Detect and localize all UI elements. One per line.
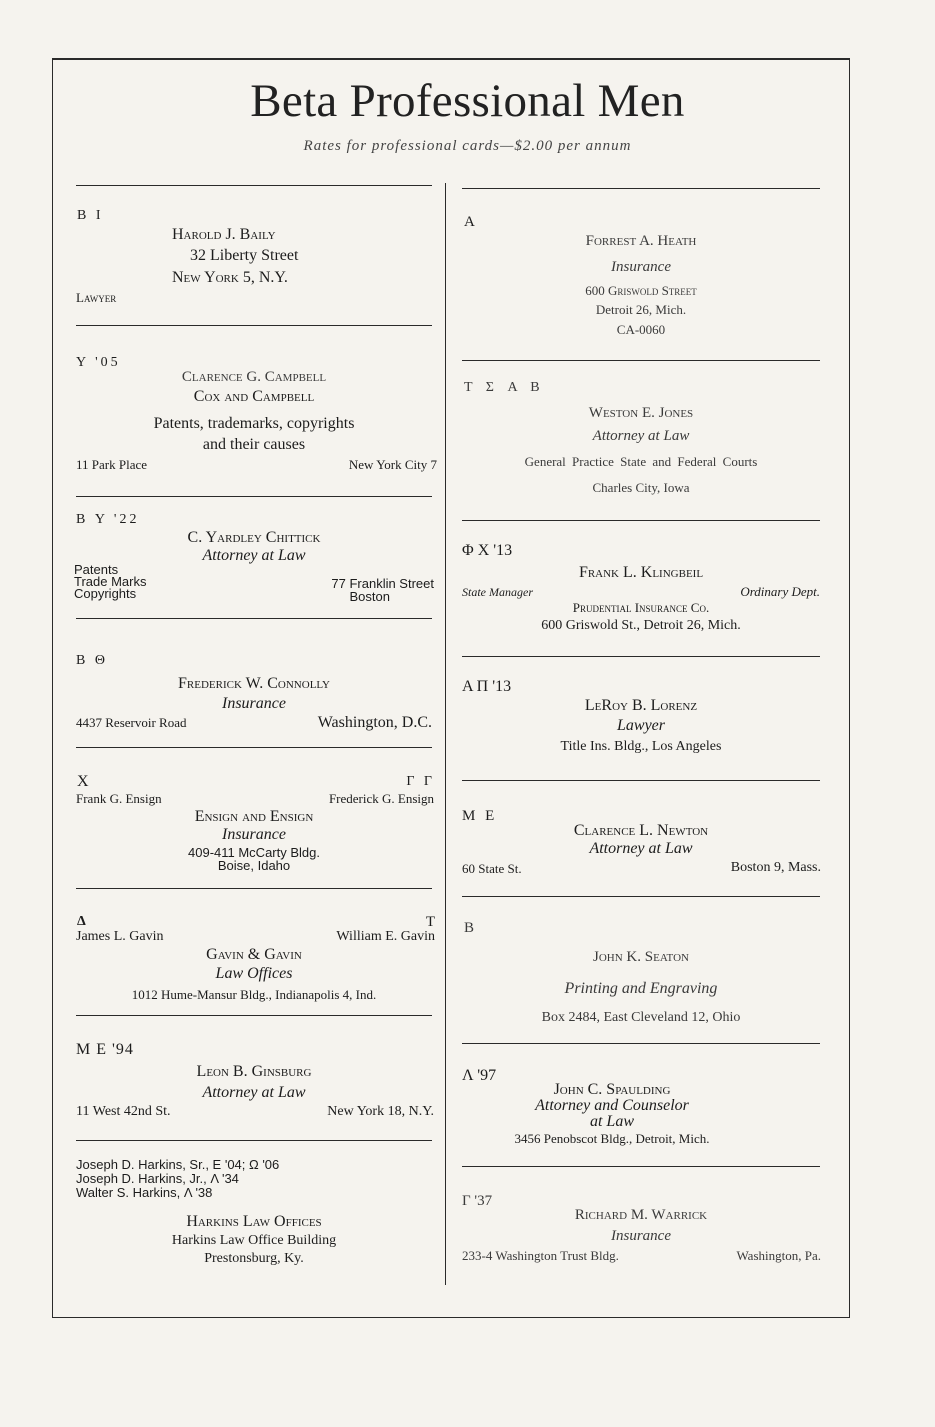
card-title: Insurance xyxy=(222,695,286,712)
card-address: Title Ins. Bldg., Los Angeles xyxy=(560,739,722,754)
card-partner: James L. Gavin xyxy=(76,929,164,944)
card-city: Washington, D.C. xyxy=(317,714,432,731)
card-name: Leon B. Ginsburg xyxy=(196,1063,312,1080)
divider xyxy=(76,1015,432,1016)
chapter-label: B Υ '22 xyxy=(76,512,140,527)
card-partner: Joseph D. Harkins, Sr., E '04; Ω '06 xyxy=(76,1157,280,1172)
card-title: Attorney at Law xyxy=(202,1084,306,1101)
card-address: Box 2484, East Cleveland 12, Ohio xyxy=(541,1010,741,1025)
card-role: State Manager xyxy=(462,585,533,599)
divider xyxy=(76,618,432,619)
card-firm: Ensign and Ensign xyxy=(194,808,314,825)
card-title: at Law xyxy=(589,1113,634,1130)
card-name: Forrest A. Heath xyxy=(585,233,697,249)
page-subtitle: Rates for professional cards—$2.00 per annum xyxy=(303,138,632,154)
card-address: 60 State St. xyxy=(462,861,522,876)
page-title: Beta Professional Men xyxy=(250,75,685,127)
chapter-label: Γ '37 xyxy=(462,1193,493,1209)
card-specialty: Patents xyxy=(74,562,119,577)
card-title: Insurance xyxy=(222,826,286,843)
card-title: Printing and Engraving xyxy=(564,980,718,997)
card-address: 3456 Penobscot Bldg., Detroit, Mich. xyxy=(514,1131,710,1146)
card-address: 11 Park Place xyxy=(76,457,147,472)
divider xyxy=(462,896,820,897)
card-specialty: Copyrights xyxy=(74,586,137,601)
chapter-label: X xyxy=(77,773,89,790)
chapter-label: B I xyxy=(77,208,104,223)
divider xyxy=(76,185,432,186)
card-practice: General Practice State and Federal Courts xyxy=(524,454,758,469)
card-name: C. Yardley Chittick xyxy=(187,529,321,546)
card-title: Attorney at Law xyxy=(202,547,306,564)
chapter-label: Δ xyxy=(77,914,86,929)
card-address: 600 Griswold Street xyxy=(585,283,697,298)
divider xyxy=(76,496,432,497)
chapter-label: Γ Γ xyxy=(406,774,435,789)
card-city: Boise, Idaho xyxy=(217,858,291,873)
card-title: Attorney at Law xyxy=(589,840,693,857)
card-specialty: Trade Marks xyxy=(74,574,147,589)
card-profession: Lawyer xyxy=(76,290,117,305)
chapter-label: B xyxy=(464,920,475,936)
card-partner: Frank G. Ensign xyxy=(76,791,162,806)
chapter-label: T xyxy=(425,914,435,930)
card-city: Boston xyxy=(349,589,390,604)
card-address: 32 Liberty Street xyxy=(190,247,299,264)
card-phone: CA-0060 xyxy=(616,322,666,337)
divider xyxy=(462,780,820,781)
card-description: Patents, trademarks, copyrights xyxy=(153,415,355,432)
card-address: Harkins Law Office Building xyxy=(171,1233,337,1248)
divider xyxy=(462,1166,820,1167)
column-divider xyxy=(445,183,446,1285)
divider xyxy=(462,360,820,361)
chapter-label: Λ '97 xyxy=(462,1067,497,1084)
card-address: 4437 Reservoir Road xyxy=(76,715,187,730)
card-firm: Gavin & Gavin xyxy=(206,946,302,963)
card-title: Insurance xyxy=(611,1228,671,1244)
chapter-label: B Θ xyxy=(76,653,108,668)
card-city: Washington, Pa. xyxy=(736,1248,821,1263)
chapter-label: Φ X '13 xyxy=(462,542,513,559)
chapter-label: Υ '05 xyxy=(76,355,121,370)
card-address: 600 Griswold St., Detroit 26, Mich. xyxy=(541,618,741,633)
card-name: Frederick W. Connolly xyxy=(178,675,330,692)
card-partner: William E. Gavin xyxy=(336,929,435,944)
card-city: Detroit 26, Mich. xyxy=(595,302,687,317)
divider xyxy=(76,747,432,748)
card-partner: Walter S. Harkins, Λ '38 xyxy=(76,1185,213,1200)
chapter-label: M E '94 xyxy=(76,1041,134,1058)
card-title: Insurance xyxy=(611,259,671,275)
card-city: Boston 9, Mass. xyxy=(730,860,821,875)
card-city: Prestonsburg, Ky. xyxy=(204,1251,304,1266)
card-firm: Cox and Campbell xyxy=(193,388,315,405)
card-name: John K. Seaton xyxy=(593,949,689,965)
card-title: Law Offices xyxy=(215,965,293,982)
card-address: 1012 Hume-Mansur Bldg., Indianapolis 4, Ind. xyxy=(131,987,377,1002)
card-name: Clarence L. Newton xyxy=(573,822,709,839)
card-city: Charles City, Iowa xyxy=(592,480,690,495)
card-address: 409-411 McCarty Bldg. xyxy=(188,845,320,860)
divider xyxy=(462,1043,820,1044)
card-title: Attorney and Counselor xyxy=(535,1097,689,1114)
divider xyxy=(76,325,432,326)
card-role: Ordinary Dept. xyxy=(740,584,820,599)
divider xyxy=(462,656,820,657)
card-name: Clarence G. Campbell xyxy=(181,369,327,385)
card-name: Richard M. Warrick xyxy=(574,1207,708,1223)
card-partner: Frederick G. Ensign xyxy=(328,791,434,806)
card-name: Harold J. Baily xyxy=(172,226,276,243)
card-address: 11 West 42nd St. xyxy=(76,1104,171,1119)
card-firm: Harkins Law Offices xyxy=(186,1213,322,1230)
card-title: Lawyer xyxy=(617,717,665,734)
card-name: John C. Spaulding xyxy=(553,1081,671,1098)
chapter-label: A xyxy=(464,214,475,230)
card-address: 233-4 Washington Trust Bldg. xyxy=(462,1248,619,1263)
chapter-label: M E xyxy=(462,808,498,824)
card-address: 77 Franklin Street xyxy=(331,576,434,591)
card-description: and their causes xyxy=(202,436,306,453)
card-name: Frank L. Klingbeil xyxy=(578,564,704,581)
card-partner: Joseph D. Harkins, Jr., Λ '34 xyxy=(76,1171,239,1186)
card-title: Attorney at Law xyxy=(592,428,690,444)
card-company: Prudential Insurance Co. xyxy=(572,600,710,615)
card-city: New York 18, N.Y. xyxy=(327,1104,434,1119)
divider xyxy=(462,520,820,521)
card-city: New York 5, N.Y. xyxy=(172,269,288,286)
divider xyxy=(76,1140,432,1141)
card-name: Weston E. Jones xyxy=(588,405,694,421)
divider xyxy=(76,888,432,889)
chapter-label: A Π '13 xyxy=(462,678,512,695)
chapter-label: T Σ A B xyxy=(464,380,545,395)
divider xyxy=(462,188,820,189)
card-name: LeRoy B. Lorenz xyxy=(584,697,698,714)
card-city: New York City 7 xyxy=(348,457,437,472)
